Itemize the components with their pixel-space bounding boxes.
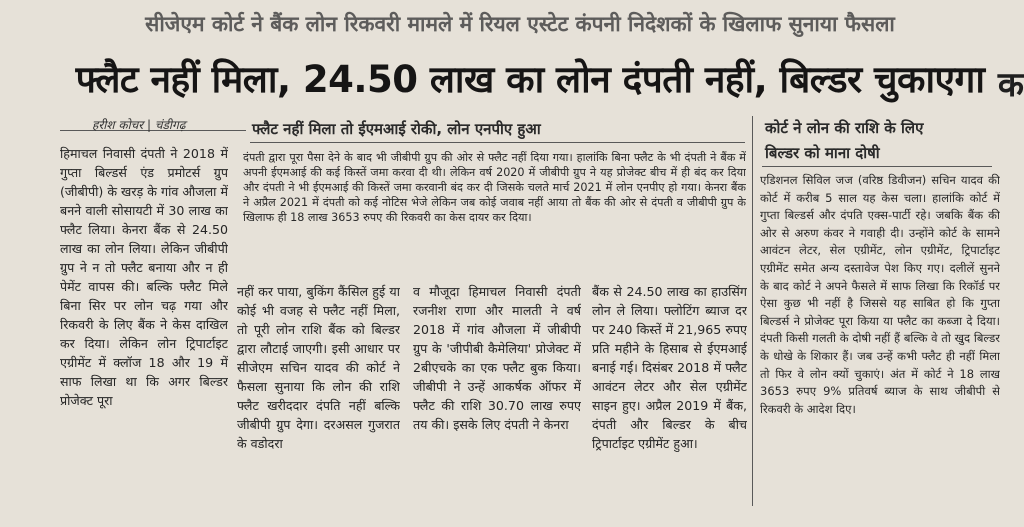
text-column-3: व मौजूदा हिमाचल निवासी दंपती रजनीश राणा और मालती ने वर्ष 2018 में गांव औजला में जीबीपी ग्रुप के 'जीपीबी कैमेलिया' प्रोजेक्ट में 2बीएचके का एक फ्लैट बुक किया। जीबीपी ने उन्हें आकर्षक ऑफर में फ्लैट की राशि 30.70 लाख रुपए तय की। इसके लिए दंपती ने केनरा	[413, 284, 581, 432]
column-divider	[752, 116, 753, 506]
cut-off-adjacent-headline: क	[997, 65, 1024, 105]
side-text-column: एडिशनल सिविल जज (वरिष्ठ डिवीजन) सचिन यादव की कोर्ट में करीब 5 साल यह केस चला। हालांकि कोर्ट में गुप्ता बिल्डर्स और दंपति एक्स-पार्टी रहे। जबकि बैंक की ओर से अरुण कंवर ने गवाही दी। उन्होंने कोर्ट के सामने आवंटन लेटर, सेल एग्रीमेंट, लोन एग्रीमेंट, ट्रिपार्टाइट एग्रीमेंट समेत अन्य दस्तावेज पेश किए गए। दलीलें सुनने के बाद कोर्ट ने अपने फैसले में साफ लिखा कि रिकॉर्ड पर ऐसा कुछ भी नहीं है जिससे यह साबित हो कि गुप्ता बिल्डर्स ने प्रोजेक्ट पूरा किया या फ्लैट का कब्जा दे दिया। दंपती किसी गलती के दोषी नहीं हैं बल्कि वे तो खुद बिल्डर के धोखे के शिकार हैं। जब उन्हें कभी फ्लैट ही नहीं मिला तो फिर वे लोन क्यों चुकाएं। अंत में कोर्ट ने 18 लाख 3653 रुपए 9% प्रतिवर्ष ब्याज के साथ जीबीपी से रिकवरी के आदेश दिए।	[760, 173, 1000, 416]
main-headline: फ्लैट नहीं मिला, 24.50 लाख का लोन दंपती नहीं, बिल्डर चुकाएगा	[75, 58, 985, 101]
side-subhead-line1: कोर्ट ने लोन की राशि के लिए	[765, 119, 924, 137]
lead-paragraph: दंपती द्वारा पूरा पैसा देने के बाद भी जीबीपी ग्रुप की ओर से फ्लैट नहीं दिया गया। हालांकि बिना फ्लैट के भी दंपती ने बैंक में अपनी ईएमआई की कई किस्तें जमा करवा दी थी। लेकिन वर्ष 2020 में जीबीपी ग्रुप ने यह प्रोजेक्ट बीच में ही बंद कर दिया और दंपती ने भी ईएमआई की किस्तें जमा करवानी बंद कर दी जिसके चलते मार्च 2021 में लोन एनपीए हो गया। केनरा बैंक ने अप्रैल 2021 में दंपती को कई नोटिस भेजे लेकिन जब कोई जवाब नहीं आया तो बैंक की ओर से दंपती व जीबीपी ग्रुप के खिलाफ ही 18 लाख 3653 रुपए की रिकवरी का केस दायर कर दिया।	[243, 151, 746, 224]
text-column-4: बैंक से 24.50 लाख का हाउसिंग लोन ले लिया। फ्लोटिंग ब्याज दर पर 240 किस्तें में 21,965 रुपए प्रति महीने के हिसाब से ईएमआई बनाई गई। दिसंबर 2018 में फ्लैट आवंटन लेटर और सेल एग्रीमेंट साइन हुए। अप्रैल 2019 में बैंक, दंपती और बिल्डर के बीच ट्रिपार्टाइट एग्रीमेंट हुआ।	[592, 284, 747, 451]
byline-separator: |	[143, 118, 155, 132]
side-subhead-line2: बिल्डर को माना दोषी	[765, 144, 880, 162]
byline	[92, 116, 186, 133]
text-column-2: नहीं कर पाया, बुकिंग कैंसिल हुई या कोई भी वजह से फ्लैट नहीं मिला, तो पूरी लोन राशि बैंक को बिल्डर द्वारा लौटाई जाएगी। इसी आधार पर सीजेएम सचिन यादव की कोर्ट ने फैसला सुनाया कि लोन की राशि फ्लैट खरीददार दंपति नहीं बल्कि जीबीपी ग्रुप देगा। दरअसल गुजरात के वडोदरा	[237, 284, 400, 451]
subhead-rule	[250, 142, 745, 143]
kicker-headline: सीजेएम कोर्ट ने बैंक लोन रिकवरी मामले में रियल एस्टेट कंपनी निदेशकों के खिलाफ सुनाया फैसला	[145, 12, 895, 36]
side-subhead-rule	[762, 166, 992, 167]
text-column-1: हिमाचल निवासी दंपती ने 2018 में गुप्ता बिल्डर्स एंड प्रमोटर्स ग्रुप (जीबीपी) के खरड़ के गांव औजला में बनने वाली सोसायटी में 30 लाख का फ्लैट लिया। केनरा बैंक से 24.50 लाख का लोन लिया। लेकिन जीबीपी ग्रुप ने न तो फ्लैट बनाया और न ही पेमेंट वापस की। बल्कि फ्लैट मिले बिना सिर पर लोन चढ़ गया और रिकवरी के लिए बैंक ने केस दाखिल कर दिया। लेकिन लोन ट्रिपार्टाइट एग्रीमेंट में क्लॉज 18 और 19 में साफ लिखा था कि अगर बिल्डर प्रोजेक्ट पूरा	[60, 146, 228, 408]
byline-city: चंडीगढ़	[154, 118, 186, 132]
byline-name: हरीश कोचर	[92, 118, 144, 132]
subhead-main: फ्लैट नहीं मिला तो ईएमआई रोकी, लोन एनपीए हुआ	[252, 120, 541, 138]
